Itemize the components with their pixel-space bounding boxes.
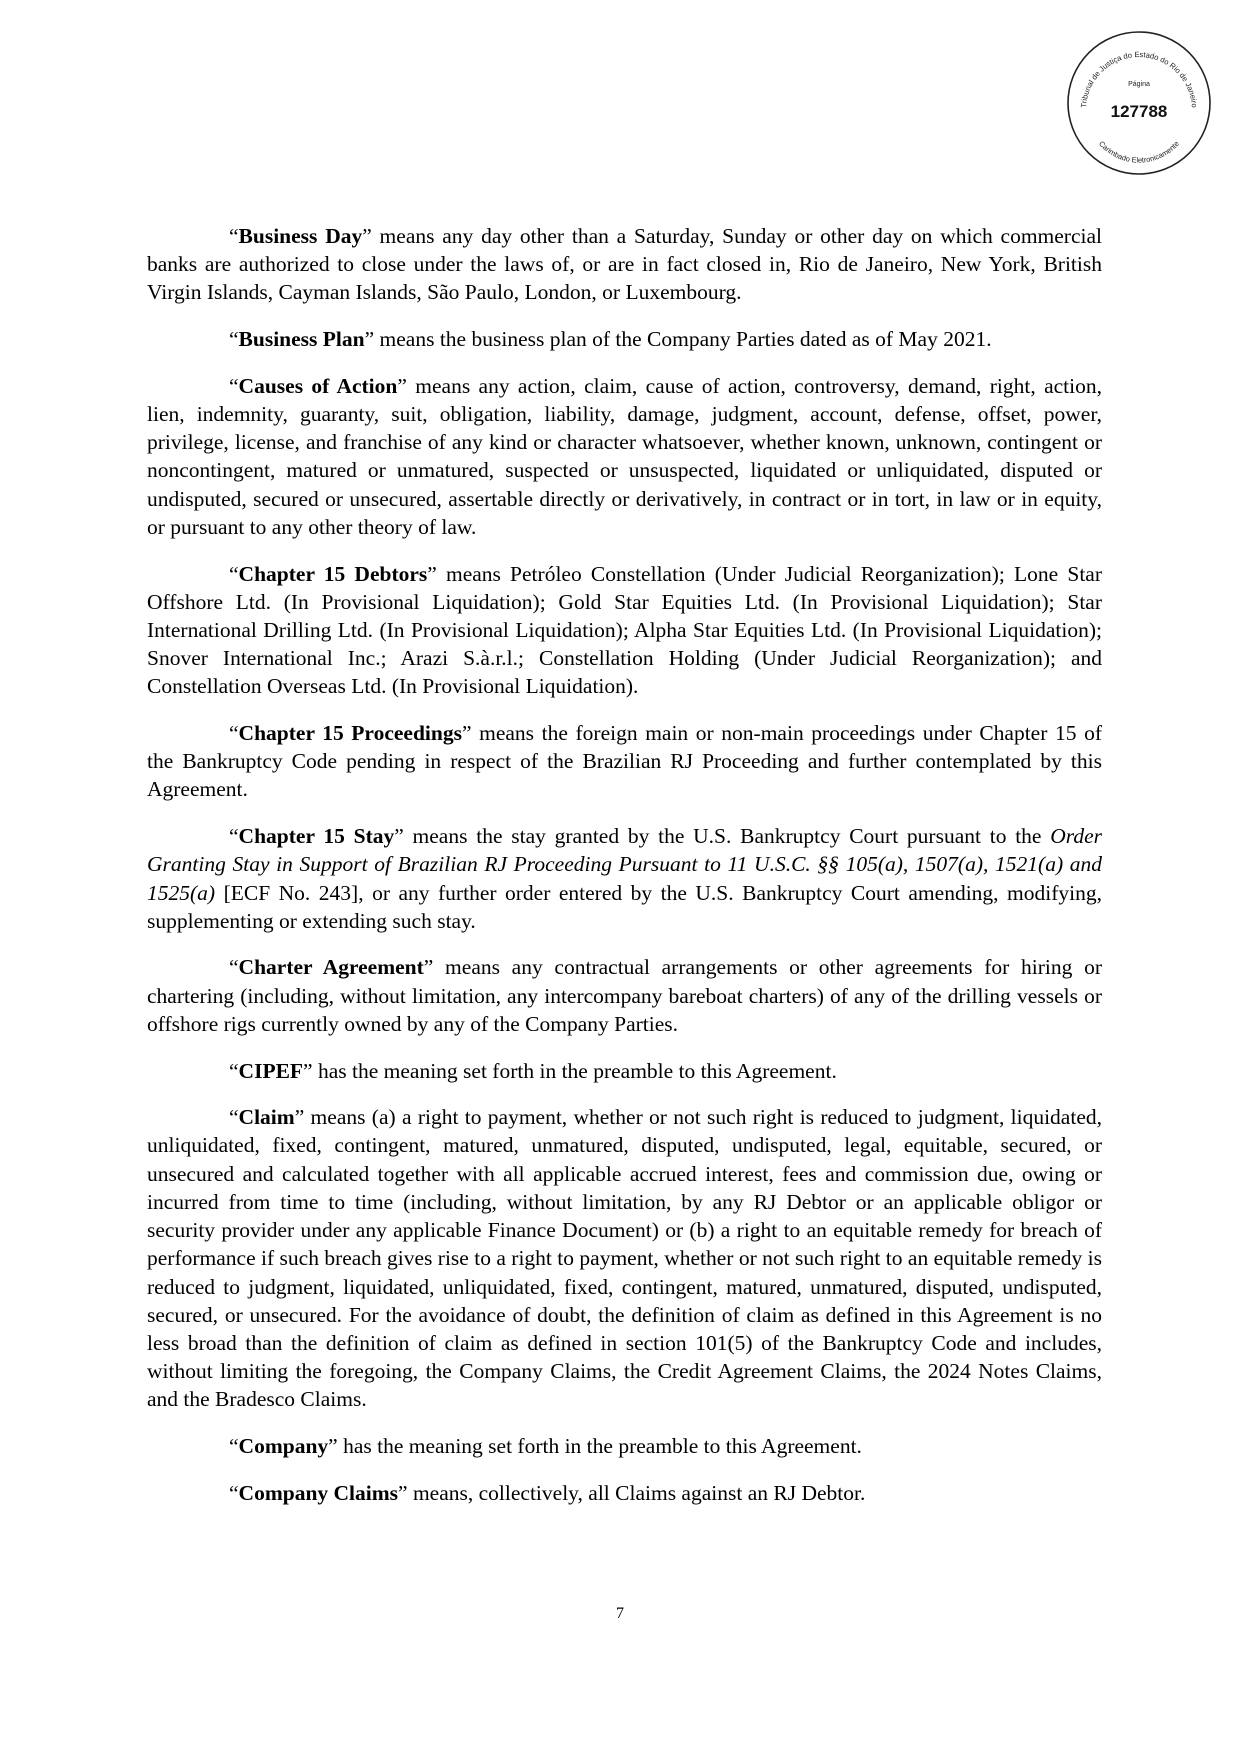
definition-text: has the meaning set forth in the preamble to this Agreement.: [337, 1434, 862, 1459]
definition-paragraph: “Business Day” means any day other than a Saturday, Sunday or other day on which commercial banks are authorized to close under the laws of, or are in fact closed in, Rio de Janeiro, New York, British Virgin Islands, Cayman Islands, São Paulo, London, or Luxembourg.: [147, 224, 1102, 305]
definition-paragraph: “Chapter 15 Proceedings” means the foreign main or non-main proceedings under Chapter 15 of the Bankruptcy Code pending in respect of the Brazilian RJ Proceeding and further contemplated by this Agreement.: [147, 721, 1103, 802]
defined-term: Chapter 15 Debtors: [238, 561, 428, 586]
defined-term: Company: [238, 1434, 329, 1459]
definition-paragraph: “CIPEF” has the meaning set forth in the preamble to this Agreement.: [229, 1058, 837, 1083]
definition-text: means the foreign main or non-main proceedings under Chapter 15 of the Bankruptcy Code pending in respect of the Brazilian RJ Proceeding and further contemplated by this Agreement.: [147, 721, 1103, 802]
defined-term: Claim: [238, 1105, 295, 1130]
definition-paragraph: “Charter Agreement” means any contractual arrangements or other agreements for hiring or chartering (including, without limitation, any intercompany bareboat charters) of any of the drilling vessels or offshore rigs currently owned by any of the Company Parties.: [147, 955, 1102, 1036]
defined-term: CIPEF: [238, 1058, 304, 1083]
svg-text:Tribunal de Justiça do Estado: [1079, 50, 1199, 108]
definition-paragraph: “Company Claims” means, collectively, all Claims against an RJ Debtor.: [229, 1480, 866, 1505]
stamp-arc-bottom-text: Carimbado Eletronicamente: [1097, 139, 1181, 165]
defined-term: Chapter 15 Proceedings: [238, 721, 462, 746]
definitions-body: [147, 222, 1102, 1525]
definition-text: means any day other than a Saturday, Sunday or other day on which commercial banks are authorized to close under the laws of, or are in fact closed in, Rio de Janeiro, New York, British Virgin Islands, Cayman Islands, São Paulo, London, or Luxembourg.: [147, 224, 1102, 305]
definition-paragraph: “Chapter 15 Stay” means the stay granted by the U.S. Bankruptcy Court pursuant to the Order Granting Stay in Support of Brazilian RJ Proceeding Pursuant to 11 U.S.C. §§ 105(a), 1507(a), 1521(a) and 1525(a) [ECF No. 243], or any further order entered by the U.S. Bankruptcy Court amending, modifying, supplementing or extending such stay.: [147, 824, 1102, 933]
defined-term: Chapter 15 Stay: [238, 824, 395, 849]
defined-term: Business Plan: [238, 327, 365, 352]
definition-text: means any contractual arrangements or other agreements for hiring or chartering (including, without limitation, any intercompany bareboat charters) of any of the drilling vessels or offshore rigs currently owned by any of the Company Parties.: [147, 955, 1102, 1036]
defined-term: Charter Agreement: [238, 955, 424, 980]
definition-paragraph: “Company” has the meaning set forth in the preamble to this Agreement.: [229, 1434, 862, 1459]
cited-order-title: Order Granting Stay in Support of Brazilian RJ Proceeding Pursuant to 11 U.S.C. §§ 105(a), 1507(a), 1521(a) and 1525(a): [147, 824, 1102, 905]
stamp-arc-top-text: Tribunal de Justiça do Estado do Rio de Janeiro: [1079, 49, 1199, 109]
court-seal-stamp: [1064, 28, 1214, 178]
defined-term: Company Claims: [238, 1480, 399, 1505]
stamp-number: 127788: [1110, 102, 1168, 121]
defined-term: Business Day: [238, 224, 363, 248]
page-number: 7: [616, 1605, 624, 1622]
definition-paragraph: “Claim” means (a) a right to payment, whether or not such right is reduced to judgment, liquidated, unliquidated, fixed, contingent, matured, unmatured, disputed, undisputed, legal, equitable, secured, or unsecured and calculated together with all applicable accrued interest, fees and commission due, owing or incurred from time to time (including, without limitation, by any RJ Debtor or an applicable obligor or security provider under any applicable Finance Document) or (b) a right to an equitable remedy for breach of performance if such breach gives rise to a right to payment, whether or not such right to an equitable remedy is reduced to judgment, liquidated, unliquidated, fixed, contingent, matured, unmatured, disputed, undisputed, secured, or unsecured. For the avoidance of doubt, the definition of claim as defined in this Agreement is no less broad than the definition of claim as defined in section 101(5) of the Bankruptcy Code and includes, without limiting the foregoing, the Company Claims, the Credit Agreement Claims, the 2024 Notes Claims, and the Bradesco Claims.: [147, 1105, 1102, 1412]
svg-text:Carimbado Eletronicamente: [1097, 139, 1181, 165]
definition-text: means the stay granted by the U.S. Bankruptcy Court pursuant to the: [403, 824, 1051, 849]
definition-text: means Petróleo Constellation (Under Judicial Reorganization); Lone Star Offshore Ltd. (In Provisional Liquidation); Gold Star Equities Ltd. (In Provisional Liquidation); Star International Drilling Ltd. (In Provisional Liquidation); Alpha Star Equities Ltd. (In Provisional Liquidation); Snover International Inc.; Arazi S.à.r.l.; Constellation Holding (Under Judicial Reorganization); and Constellation Overseas Ltd. (In Provisional Liquidation).: [147, 561, 1102, 699]
definition-text: has the meaning set forth in the preamble to this Agreement.: [312, 1058, 837, 1083]
definition-text: means (a) a right to payment, whether or not such right is reduced to judgment, liquidated, unliquidated, fixed, contingent, matured, unmatured, disputed, undisputed, legal, equitable, secured, or unsecured and calculated together with all applicable accrued interest, fees and commission due, owing or incurred from time to time (including, without limitation, by any RJ Debtor or an applicable obligor or security provider under any applicable Finance Document) or (b) a right to an equitable remedy for breach of performance if such breach gives rise to a right to payment, whether or not such right to an equitable remedy is reduced to judgment, liquidated, unliquidated, fixed, contingent, matured, unmatured, disputed, undisputed, secured, or unsecured. For the avoidance of doubt, the definition of claim as defined in this Agreement is no less broad than the definition of claim as defined in section 101(5) of the Bankruptcy Code and includes, without limiting the foregoing, the Company Claims, the Credit Agreement Claims, the 2024 Notes Claims, and the Bradesco Claims.: [147, 1105, 1102, 1412]
definition-paragraph: “Chapter 15 Debtors” means Petróleo Constellation (Under Judicial Reorganization); Lone Star Offshore Ltd. (In Provisional Liquidation); Gold Star Equities Ltd. (In Provisional Liquidation); Star International Drilling Ltd. (In Provisional Liquidation); Alpha Star Equities Ltd. (In Provisional Liquidation); Snover International Inc.; Arazi S.à.r.l.; Constellation Holding (Under Judicial Reorganization); and Constellation Overseas Ltd. (In Provisional Liquidation).: [147, 561, 1102, 699]
definition-text: means, collectively, all Claims against an RJ Debtor.: [407, 1480, 866, 1505]
defined-term: Causes of Action: [238, 373, 398, 398]
definition-text: means any action, claim, cause of action, controversy, demand, right, action, lien, indemnity, guaranty, suit, obligation, liability, damage, judgment, account, defense, offset, power, privilege, license, and franchise of any kind or character whatsoever, whether known, unknown, contingent or noncontingent, matured or unmatured, suspected or unsuspected, liquidated or unliquidated, disputed or undisputed, secured or unsecured, assertable directly or derivatively, in contract or in tort, in law or in equity, or pursuant to any other theory of law.: [147, 373, 1102, 539]
definition-text: means the business plan of the Company Parties dated as of May 2021.: [374, 327, 992, 352]
definition-text: [ECF No. 243], or any further order entered by the U.S. Bankruptcy Court amending, modifying, supplementing or extending such stay.: [147, 880, 1102, 933]
definition-paragraph: “Causes of Action” means any action, claim, cause of action, controversy, demand, right, action, lien, indemnity, guaranty, suit, obligation, liability, damage, judgment, account, defense, offset, power, privilege, license, and franchise of any kind or character whatsoever, whether known, unknown, contingent or noncontingent, matured or unmatured, suspected or unsuspected, liquidated or unliquidated, disputed or undisputed, secured or unsecured, assertable directly or derivatively, in contract or in tort, in law or in equity, or pursuant to any other theory of law.: [147, 373, 1102, 539]
stamp-label: Página: [1128, 81, 1150, 88]
definition-paragraph: “Business Plan” means the business plan of the Company Parties dated as of May 2021.: [229, 327, 992, 352]
